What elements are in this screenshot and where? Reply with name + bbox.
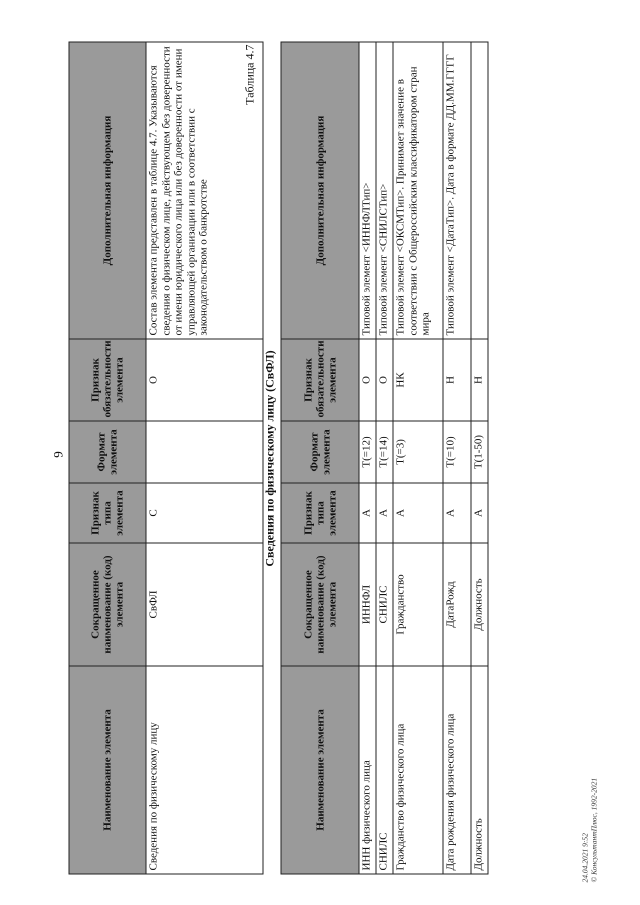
cell-format: T(=12) — [359, 421, 376, 483]
cell-type: А — [471, 483, 488, 543]
cell-required: О — [376, 339, 393, 421]
table1-header: Дополнительная информация — [69, 42, 146, 339]
cell-info: Типовой элемент <ОКСМТип>. Принимает значение в соответствии с Общероссийским классификатором стран мира — [393, 42, 443, 339]
cell-required: О — [359, 339, 376, 421]
cell-code: Гражданство — [393, 543, 443, 666]
cell-type: А — [443, 483, 471, 543]
cell-type: А — [393, 483, 443, 543]
table-row — [443, 42, 471, 874]
cell-name: СНИЛС — [376, 666, 393, 874]
table2-header: Дополнительная информация — [281, 42, 359, 339]
cell-code: СвФЛ — [146, 543, 263, 666]
stamp-line: © КонсультантПлюс, 1992-2021 — [589, 777, 599, 883]
cell-name: Должность — [471, 666, 488, 874]
table1-header: Признак типа элемента — [69, 483, 146, 543]
cell-format: T(1-50) — [471, 421, 488, 483]
cell-type: С — [146, 483, 263, 543]
table2-header-row — [281, 42, 359, 874]
table1-header: Признак обязательности элемента — [69, 339, 146, 421]
cell-format: T(=3) — [393, 421, 443, 483]
table-row — [376, 42, 393, 874]
table2-header: Наименование элемента — [281, 666, 359, 874]
cell-info — [471, 42, 488, 339]
table1-header: Сокращенное наименование (код) элемента — [69, 543, 146, 666]
table2-header: Сокращенное наименование (код) элемента — [281, 543, 359, 666]
table1-header-row — [69, 42, 146, 874]
cell-type: А — [359, 483, 376, 543]
table-row — [393, 42, 443, 874]
table-label: Таблица 4.7 — [242, 44, 257, 105]
cell-info: Типовой элемент <ДатаТип>. Дата в формате ДД.ММ.ГГГГ — [443, 42, 471, 339]
document-stamp — [581, 683, 599, 883]
cell-name: ИНН физического лица — [359, 666, 376, 874]
table-caption: Сведения по физическому лицу (СвФЛ) — [262, 350, 277, 567]
table-row — [471, 42, 488, 874]
cell-code: ИННФЛ — [359, 543, 376, 666]
stamp-line: 24.04.2021 9:52 — [580, 833, 590, 883]
table2-header: Признак обязательности элемента — [281, 339, 359, 421]
table2-header: Признак типа элемента — [281, 483, 359, 543]
cell-code: ДатаРожд — [443, 543, 471, 666]
cell-format — [146, 421, 263, 483]
page-number: 9 — [50, 451, 66, 458]
cell-required: Н — [443, 339, 471, 421]
cell-code: СНИЛС — [376, 543, 393, 666]
table2-header: Формат элемента — [281, 421, 359, 483]
cell-required: Н — [471, 339, 488, 421]
cell-name: Дата рождения физического лица — [443, 666, 471, 874]
table-person-info — [281, 42, 489, 875]
cell-required: НК — [393, 339, 443, 421]
rotated-page — [1, 0, 640, 905]
table1-header: Формат элемента — [69, 421, 146, 483]
table-row — [359, 42, 376, 874]
table-element-definition — [69, 42, 264, 875]
cell-format: T(=10) — [443, 421, 471, 483]
cell-type: А — [376, 483, 393, 543]
table1-header: Наименование элемента — [69, 666, 146, 874]
cell-info: Типовой элемент <СНИЛСТип> — [376, 42, 393, 339]
cell-name: Сведения по физическому лицу — [146, 666, 263, 874]
cell-format: T(=14) — [376, 421, 393, 483]
cell-info: Типовой элемент <ИННФЛТип> — [359, 42, 376, 339]
cell-code: Должность — [471, 543, 488, 666]
cell-required: О — [146, 339, 263, 421]
cell-info: Состав элемента представлен в таблице 4.7. Указываются сведения о физическом лице, действующем без доверенности от имени юридического лица или без доверенности от имени управляющей организации или в соответствии с законодательством о банкротстве — [146, 42, 263, 339]
cell-name: Гражданство физического лица — [393, 666, 443, 874]
